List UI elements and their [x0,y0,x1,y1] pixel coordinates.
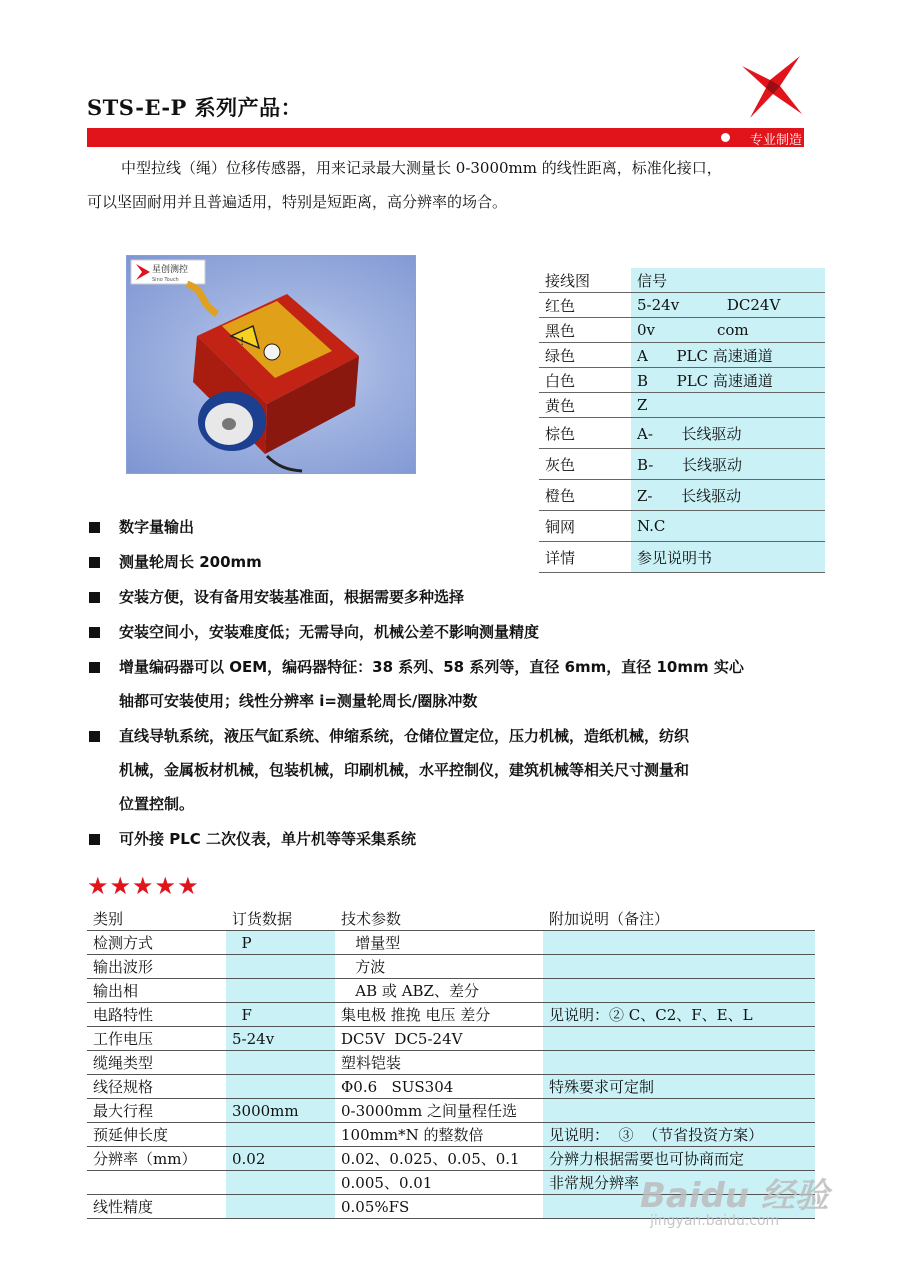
wiring-signal: 0v com [631,318,825,343]
feature-text: 可外接 PLC 二次仪表，单片机等等采集系统 [119,830,417,848]
param-category: 工作电压 [87,1027,226,1051]
wiring-wire-color: 黑色 [539,318,631,343]
param-order-code: 0.02 [226,1147,335,1171]
param-category: 电路特性 [87,1003,226,1027]
param-order-code: 5-24v [226,1027,335,1051]
param-tech-spec: 塑料铠装 [335,1051,543,1075]
parameter-row [87,1099,815,1123]
wiring-signal: 信号 [631,268,825,293]
intro-line-2: 可以坚固耐用并且普遍适用，特别是短距离，高分辨率的场合。 [87,193,508,211]
square-bullet-icon [89,834,100,845]
wiring-row [539,343,825,368]
wiring-row [539,368,825,393]
feature-text: 安装空间小，安装难度低；无需导向，机械公差不影响测量精度 [119,623,540,641]
param-category: 输出波形 [87,955,226,979]
wiring-row [539,480,825,511]
wiring-wire-color: 绿色 [539,343,631,368]
wiring-signal: 5-24v DC24V [631,293,825,318]
wiring-wire-color: 橙色 [539,480,631,511]
wiring-row [539,268,825,293]
param-order-code [226,979,335,1003]
feature-text: 增量编码器可以 OEM，编码器特征：38 系列、58 系列等，直径 6mm，直径 10mm 实心 [119,658,744,676]
watermark-main: Baidu 经验 [640,1176,829,1216]
wiring-signal: Z [631,393,825,418]
param-category: 缆绳类型 [87,1051,226,1075]
param-category: 类别 [87,907,226,931]
wiring-wire-color: 黄色 [539,393,631,418]
param-remark: 附加说明（备注） [543,907,815,931]
wiring-row [539,418,825,449]
param-category: 线性精度 [87,1195,226,1219]
param-category: 分辨率（mm） [87,1147,226,1171]
param-order-code [226,1051,335,1075]
wiring-signal: N.C [631,511,825,542]
wiring-signal: Z- 长线驱动 [631,480,825,511]
param-order-code: F [226,1003,335,1027]
photo-brand-en: Sino Touch [152,277,179,283]
param-tech-spec: 技术参数 [335,907,543,931]
feature-text: 数字量输出 [119,518,195,536]
square-bullet-icon [89,557,100,568]
param-order-code: 订货数据 [226,907,335,931]
square-bullet-icon [89,522,100,533]
product-photo [126,255,416,474]
wiring-signal: A PLC 高速通道 [631,343,825,368]
param-remark [543,1099,815,1123]
feature-item [87,510,827,544]
param-tech-spec: 100mm*N 的整数倍 [335,1123,543,1147]
parameter-row [87,1147,815,1171]
wiring-signal: 参见说明书 [631,542,825,573]
param-remark: 见说明：② C、C2、F、E、L [543,1003,815,1027]
feature-list [87,510,827,857]
star-logo-icon [740,52,810,122]
param-order-code [226,1075,335,1099]
bullet-dot-icon [721,133,730,142]
baidu-watermark [640,1168,850,1242]
param-remark [543,1051,815,1075]
param-category: 检测方式 [87,931,226,955]
square-bullet-icon [89,627,100,638]
parameter-row [87,931,815,955]
wiring-signal: B- 长线驱动 [631,449,825,480]
square-bullet-icon [89,662,100,673]
param-remark: 非常规分辨率 [543,1171,815,1195]
wiring-wire-color: 铜网 [539,511,631,542]
param-tech-spec: 0.02、0.025、0.05、0.1 [335,1147,543,1171]
param-remark [543,979,815,1003]
param-order-code [226,1195,335,1219]
wiring-row [539,449,825,480]
parameter-row [87,979,815,1003]
wiring-row [539,318,825,343]
wiring-wire-color: 详情 [539,542,631,573]
feature-text: 轴都可安装使用；线性分辨率 i=测量轮周长/圈脉冲数 [119,692,478,710]
svg-text:!: ! [240,335,245,348]
wiring-wire-color: 白色 [539,368,631,393]
parameter-header-row [87,907,815,931]
param-category [87,1171,226,1195]
feature-item [87,545,827,579]
wiring-signal: A- 长线驱动 [631,418,825,449]
square-bullet-icon [89,592,100,603]
feature-text: 机械，金属板材机械，包装机械，印刷机械，水平控制仪，建筑机械等相关尺寸测量和 [119,761,690,779]
parameter-row [87,1075,815,1099]
param-tech-spec: 方波 [335,955,543,979]
param-category: 输出相 [87,979,226,1003]
photo-brand-cn: 星创测控 [152,265,189,275]
feature-item [87,650,827,718]
watermark-sub: jingyan.baidu.com [650,1213,780,1229]
param-category: 最大行程 [87,1099,226,1123]
wiring-row [539,393,825,418]
wiring-row [539,293,825,318]
param-category: 预延伸长度 [87,1123,226,1147]
param-remark: 见说明： ③ （节省投资方案） [543,1123,815,1147]
param-tech-spec: 增量型 [335,931,543,955]
param-remark [543,931,815,955]
feature-text: 位置控制。 [119,795,195,813]
header-tag: 专业制造 [749,133,802,148]
param-tech-spec: 0-3000mm 之间量程任选 [335,1099,543,1123]
param-order-code [226,1171,335,1195]
param-tech-spec: 集电极 推挽 电压 差分 [335,1003,543,1027]
param-order-code [226,955,335,979]
param-tech-spec: 0.005、0.01 [335,1171,543,1195]
wiring-wire-color: 接线图 [539,268,631,293]
feature-text: 测量轮周长 200mm [119,553,262,571]
parameter-row [87,955,815,979]
param-remark: 分辨力根据需要也可协商而定 [543,1147,815,1171]
feature-text: 安装方便，设有备用安装基准面，根据需要多种选择 [119,588,465,606]
feature-item [87,719,827,821]
param-order-code: P [226,931,335,955]
param-tech-spec: AB 或 ABZ、差分 [335,979,543,1003]
wiring-wire-color: 红色 [539,293,631,318]
intro-line-1: 中型拉线（绳）位移传感器，用来记录最大测量长 0-3000mm 的线性距离，标准化接口， [121,159,722,177]
parameter-row [87,1027,815,1051]
parameter-row [87,1003,815,1027]
feature-item [87,822,827,856]
feature-text: 直线导轨系统，液压气缸系统、伸缩系统，仓储位置定位，压力机械，造纸机械，纺织 [119,727,690,745]
wiring-signal: B PLC 高速通道 [631,368,825,393]
parameter-row [87,1123,815,1147]
param-tech-spec: DC5V DC5-24V [335,1027,543,1051]
param-order-code: 3000mm [226,1099,335,1123]
param-remark [543,955,815,979]
square-bullet-icon [89,731,100,742]
parameter-row [87,1051,815,1075]
page-title: STS-E-P 系列产品： [87,95,303,120]
feature-item [87,615,827,649]
param-remark [543,1027,815,1051]
param-category: 线径规格 [87,1075,226,1099]
param-tech-spec: Φ0.6 SUS304 [335,1075,543,1099]
wiring-wire-color: 棕色 [539,418,631,449]
param-order-code [226,1123,335,1147]
param-tech-spec: 0.05%FS [335,1195,543,1219]
param-remark: 特殊要求可定制 [543,1075,815,1099]
header-red-bar [87,128,804,147]
wiring-wire-color: 灰色 [539,449,631,480]
feature-item [87,580,827,614]
rating-stars: ★★★★★ [87,872,200,900]
